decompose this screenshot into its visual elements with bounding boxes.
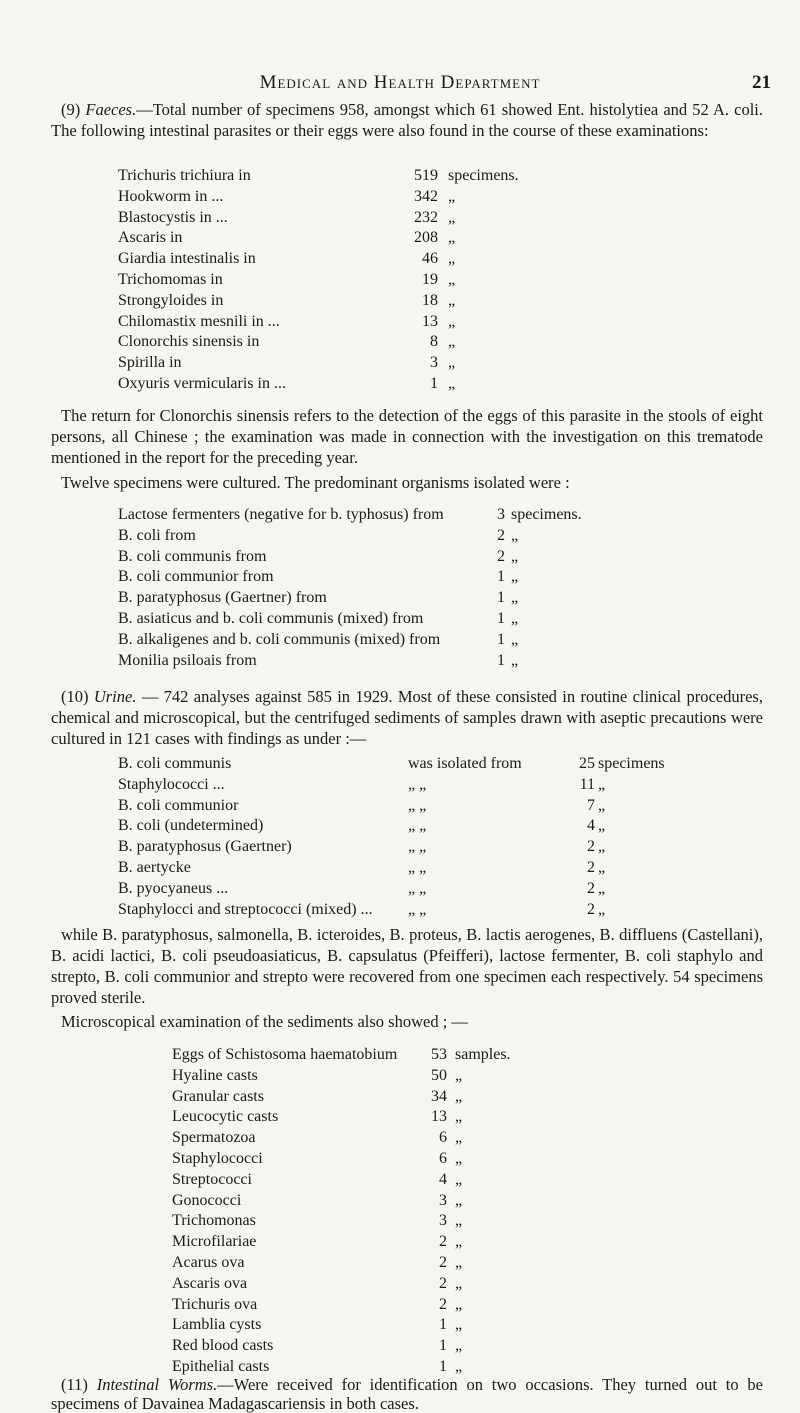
parasite-row-unit: „ [448, 333, 456, 351]
sediment-row [172, 1045, 732, 1066]
sediment-row-unit: „ [455, 1253, 463, 1271]
parasite-row-unit: „ [448, 374, 456, 392]
organism-row-unit: „ [598, 775, 606, 793]
sediment-row-label: Staphylococci [172, 1149, 263, 1167]
ditto-marks: „ „ [408, 817, 427, 835]
culture-row-unit: „ [511, 547, 519, 565]
sediment-row [172, 1066, 732, 1087]
parasite-row-label: Ascaris in [118, 229, 183, 247]
faeces-intro: —Total number of specimens 958, amongst which 61 showed Ent. histolytiea and 52 A. coli. The following intestinal parasites or their eggs were also found in the course of these examinations: [51, 100, 763, 140]
isolated-phrase: was isolated from [408, 755, 522, 772]
parasite-row [118, 166, 718, 187]
culture-row-unit: „ [511, 630, 519, 648]
organism-row-unit: „ [598, 879, 606, 897]
organism-row-unit: „ [598, 858, 606, 876]
sediment-row-unit: samples. [455, 1046, 511, 1063]
sediment-row-label: Epithelial casts [172, 1357, 270, 1375]
parasite-row-count: 8 [430, 333, 438, 351]
culture-row-label: B. paratyphosus (Gaertner) from [118, 589, 327, 607]
sediment-row-count: 2 [439, 1233, 447, 1251]
sediment-row-count: 13 [431, 1108, 447, 1126]
parasite-row-count: 342 [414, 187, 438, 205]
organism-row-unit: „ [598, 817, 606, 835]
sediment-row-label: Hyaline casts [172, 1066, 258, 1084]
parasite-row-label: Blastocystis in ... [118, 208, 228, 226]
culture-row-unit: specimens. [511, 506, 582, 523]
parasite-row [118, 208, 718, 229]
sediment-row-count: 3 [439, 1212, 447, 1230]
urine-intro: — 742 analyses against 585 in 1929. Most of these consisted in routine clinical procedures, chemical and microscopical, but the centrifuged sediments of samples drawn with aseptic precautions were cultured in 121 cases with findings as under :— [51, 687, 763, 748]
organism-row-count: 25 [579, 755, 595, 772]
clonorchis-note-text: The return for Clonorchis sinensis refers to the detection of the eggs of this parasite in the stools of eight persons, all Chinese ; the examination was made in connection with the investigation on this trematode mentioned in the report for the preceding year. [51, 406, 763, 467]
urine-heading: Urine. [93, 687, 137, 706]
parasite-row [118, 249, 718, 270]
sediment-row-count: 2 [439, 1295, 447, 1313]
organism-row-label: B. coli (undetermined) [118, 817, 264, 835]
sediment-row-count: 1 [439, 1337, 447, 1355]
culture-row-label: B. asiaticus and b. coli communis (mixed) from [118, 609, 424, 627]
sediment-row-unit: „ [455, 1295, 463, 1313]
ditto-marks: „ „ [408, 838, 427, 856]
sediment-row-label: Ascaris ova [172, 1274, 248, 1292]
others-note-text: while B. paratyphosus, salmonella, B. icteroides, B. proteus, B. lactis aerogenes, B. diffluens (Castellani), B. acidi lactici, B. coli pseudoasiaticus, B. capsulatus (Pfeifferi), lactose fermenter, B. coli staphylo and strepto, B. coli communior and strepto were recovered from one specimen each respectively. 54 specimens proved sterile. [51, 925, 763, 1007]
parasite-row-count: 208 [414, 229, 438, 247]
organism-row-count: 7 [587, 796, 595, 814]
ditto-marks: „ „ [408, 775, 427, 793]
parasite-row-label: Spirilla in [118, 354, 182, 372]
parasite-row-label: Oxyuris vermicularis in ... [118, 374, 286, 392]
parasite-row [118, 270, 718, 291]
organism-row-unit: „ [598, 900, 606, 918]
sediment-row [172, 1336, 732, 1357]
parasite-row-count: 18 [422, 291, 438, 309]
parasite-row-label: Chilomastix mesnili in ... [118, 312, 280, 330]
parasite-row [118, 374, 718, 395]
organism-row-label: Staphylococci ... [118, 775, 225, 793]
sediment-row [172, 1128, 732, 1149]
culture-row-count: 3 [497, 506, 505, 523]
culture-row-count: 1 [497, 609, 505, 627]
organism-row-unit: „ [598, 796, 606, 814]
sediment-row [172, 1087, 732, 1108]
culture-row [118, 567, 738, 588]
sediment-row-count: 50 [431, 1066, 447, 1084]
sediment-row-label: Red blood casts [172, 1337, 274, 1355]
culture-row-label: B. coli communior from [118, 568, 274, 586]
sediment-row [172, 1253, 732, 1274]
culture-intro-text: Twelve specimens were cultured. The predominant organisms isolated were : [61, 473, 570, 492]
parasite-row-label: Trichuris trichiura in [118, 167, 251, 184]
organism-row [118, 775, 748, 796]
worms-number: (11) [61, 1375, 97, 1394]
sediment-row-count: 2 [439, 1253, 447, 1271]
urine-paragraph [51, 686, 763, 749]
parasite-row [118, 312, 718, 333]
parasite-row [118, 291, 718, 312]
worms-text: —Were received for identification on two occasions. They turned out to be specimens of Davainea Madagascariensis in both cases. [51, 1375, 763, 1413]
sediments-table [172, 1045, 732, 1378]
culture-row-label: Lactose fermenters (negative for b. typhosus) from [118, 506, 444, 523]
sediment-row-count: 34 [431, 1087, 447, 1105]
sediment-row-unit: „ [455, 1212, 463, 1230]
ditto-marks: „ „ [408, 858, 427, 876]
sediment-row-label: Acarus ova [172, 1253, 245, 1271]
others-note [51, 924, 763, 1008]
organism-row [118, 837, 748, 858]
parasite-row-unit: specimens. [448, 167, 519, 184]
sediment-row-label: Trichuris ova [172, 1295, 258, 1313]
organism-row-label: B. aertycke [118, 858, 191, 876]
parasite-row-label: Giardia intestinalis in [118, 250, 256, 268]
parasite-row-count: 46 [422, 250, 438, 268]
parasite-row [118, 353, 718, 374]
organism-row-unit: specimens [598, 755, 665, 772]
sediment-row-count: 3 [439, 1191, 447, 1209]
parasite-row-count: 1 [430, 374, 438, 392]
clonorchis-note [51, 405, 763, 468]
culture-row-unit: „ [511, 568, 519, 586]
sediment-row-unit: „ [455, 1149, 463, 1167]
culture-intro [51, 472, 763, 493]
organism-row-label: B. paratyphosus (Gaertner) [118, 838, 292, 856]
sediment-row-count: 2 [439, 1274, 447, 1292]
parasite-row-label: Clonorchis sinensis in [118, 333, 260, 351]
culture-row-label: Monilia psiloais from [118, 651, 257, 669]
culture-row-unit: „ [511, 526, 519, 544]
sediment-row-count: 6 [439, 1129, 447, 1147]
organism-row [118, 900, 748, 921]
organism-row-label: B. coli communior [118, 796, 239, 814]
page-number: 21 [752, 72, 771, 93]
culture-row-unit: „ [511, 609, 519, 627]
parasite-row-unit: „ [448, 312, 456, 330]
sediment-row-label: Granular casts [172, 1087, 264, 1105]
organism-row-count: 2 [587, 900, 595, 918]
culture-row [118, 526, 738, 547]
sediment-row-unit: „ [455, 1087, 463, 1105]
sediment-row-unit: „ [455, 1337, 463, 1355]
sediment-row-unit: „ [455, 1170, 463, 1188]
sediment-row-count: 4 [439, 1170, 447, 1188]
parasite-row-unit: „ [448, 270, 456, 288]
parasite-row-count: 19 [422, 270, 438, 288]
sediment-row-label: Trichomonas [172, 1212, 256, 1230]
parasite-row-unit: „ [448, 187, 456, 205]
parasite-row-label: Strongyloides in [118, 291, 224, 309]
parasite-row [118, 332, 718, 353]
sediment-row [172, 1211, 732, 1232]
organism-row [118, 879, 748, 900]
organism-row [118, 816, 748, 837]
organism-row-label: B. coli communis [118, 755, 232, 772]
parasites-table [118, 166, 718, 395]
culture-row-unit: „ [511, 651, 519, 669]
organism-row [118, 858, 748, 879]
organism-row [118, 796, 748, 817]
sediment-row-count: 6 [439, 1149, 447, 1167]
urine-number: (10) [61, 687, 94, 706]
parasite-row [118, 228, 718, 249]
micro-intro-text: Microscopical examination of the sediments also showed ; — [61, 1012, 468, 1031]
micro-intro [51, 1011, 763, 1032]
organism-row-unit: „ [598, 838, 606, 856]
culture-row [118, 630, 738, 651]
culture-row [118, 651, 738, 672]
sediment-row-label: Eggs of Schistosoma haematobium [172, 1046, 398, 1063]
worms-paragraph [51, 1375, 763, 1413]
parasite-row-count: 13 [422, 312, 438, 330]
parasite-row-label: Hookworm in ... [118, 187, 224, 205]
culture-row-unit: „ [511, 589, 519, 607]
parasite-row-unit: „ [448, 229, 456, 247]
running-head: Medical and Health Department [259, 72, 541, 93]
sediment-row [172, 1170, 732, 1191]
sediment-row [172, 1274, 732, 1295]
parasite-row-unit: „ [448, 291, 456, 309]
sediment-row [172, 1191, 732, 1212]
faeces-heading: Faeces. [85, 100, 137, 119]
faeces-paragraph [51, 99, 763, 141]
culture-row [118, 609, 738, 630]
parasite-row-unit: „ [448, 250, 456, 268]
urine-organisms-table [118, 754, 748, 920]
sediment-row-unit: „ [455, 1357, 463, 1375]
culture-row-count: 2 [497, 526, 505, 544]
sediment-row-unit: „ [455, 1129, 463, 1147]
ditto-marks: „ „ [408, 796, 427, 814]
sediment-row-label: Microfilariae [172, 1233, 257, 1251]
culture-row-count: 1 [497, 568, 505, 586]
ditto-marks: „ „ [408, 900, 427, 918]
sediment-row-unit: „ [455, 1066, 463, 1084]
organism-row-count: 2 [587, 858, 595, 876]
sediment-row [172, 1232, 732, 1253]
culture-row-label: B. coli communis from [118, 547, 267, 565]
sediment-row-count: 53 [431, 1046, 447, 1063]
culture-row-count: 2 [497, 547, 505, 565]
parasite-row-count: 519 [414, 167, 438, 184]
sediment-row-unit: „ [455, 1191, 463, 1209]
sediment-row [172, 1107, 732, 1128]
culture-row-label: B. alkaligenes and b. coli communis (mixed) from [118, 630, 441, 648]
parasite-row-label: Trichomomas in [118, 270, 223, 288]
sediment-row [172, 1149, 732, 1170]
culture-row [118, 547, 738, 568]
parasite-row [118, 187, 718, 208]
sediment-row-label: Streptococci [172, 1170, 252, 1188]
organism-row-count: 2 [587, 838, 595, 856]
organism-row-label: B. pyocyaneus ... [118, 879, 229, 897]
parasite-row-count: 232 [414, 208, 438, 226]
sediment-row-unit: „ [455, 1233, 463, 1251]
sediment-row-count: 1 [439, 1357, 447, 1375]
sediment-row-unit: „ [455, 1108, 463, 1126]
sediment-row [172, 1295, 732, 1316]
culture-row-label: B. coli from [118, 526, 196, 544]
sediment-row-label: Leucocytic casts [172, 1108, 279, 1126]
sediment-row-unit: „ [455, 1316, 463, 1334]
sediment-row-unit: „ [455, 1274, 463, 1292]
sediment-row-label: Lamblia cysts [172, 1316, 262, 1334]
faeces-number: (9) [61, 100, 86, 119]
culture-row-count: 1 [497, 651, 505, 669]
cultures-table [118, 505, 738, 671]
sediment-row-label: Gonococci [172, 1191, 242, 1209]
sediment-row-count: 1 [439, 1316, 447, 1334]
sediment-row-label: Spermatozoa [172, 1129, 256, 1147]
worms-heading: Intestinal Worms. [96, 1375, 218, 1394]
organism-row-count: 11 [579, 775, 595, 793]
culture-row-count: 1 [497, 589, 505, 607]
organism-row-count: 4 [587, 817, 595, 835]
parasite-row-unit: „ [448, 208, 456, 226]
organism-row-count: 2 [587, 879, 595, 897]
sediment-row [172, 1315, 732, 1336]
parasite-row-count: 3 [430, 354, 438, 372]
ditto-marks: „ „ [408, 879, 427, 897]
culture-row-count: 1 [497, 630, 505, 648]
culture-row [118, 505, 738, 526]
parasite-row-unit: „ [448, 354, 456, 372]
organism-row [118, 754, 748, 775]
organism-row-label: Staphylocci and streptococci (mixed) ... [118, 900, 373, 918]
culture-row [118, 588, 738, 609]
